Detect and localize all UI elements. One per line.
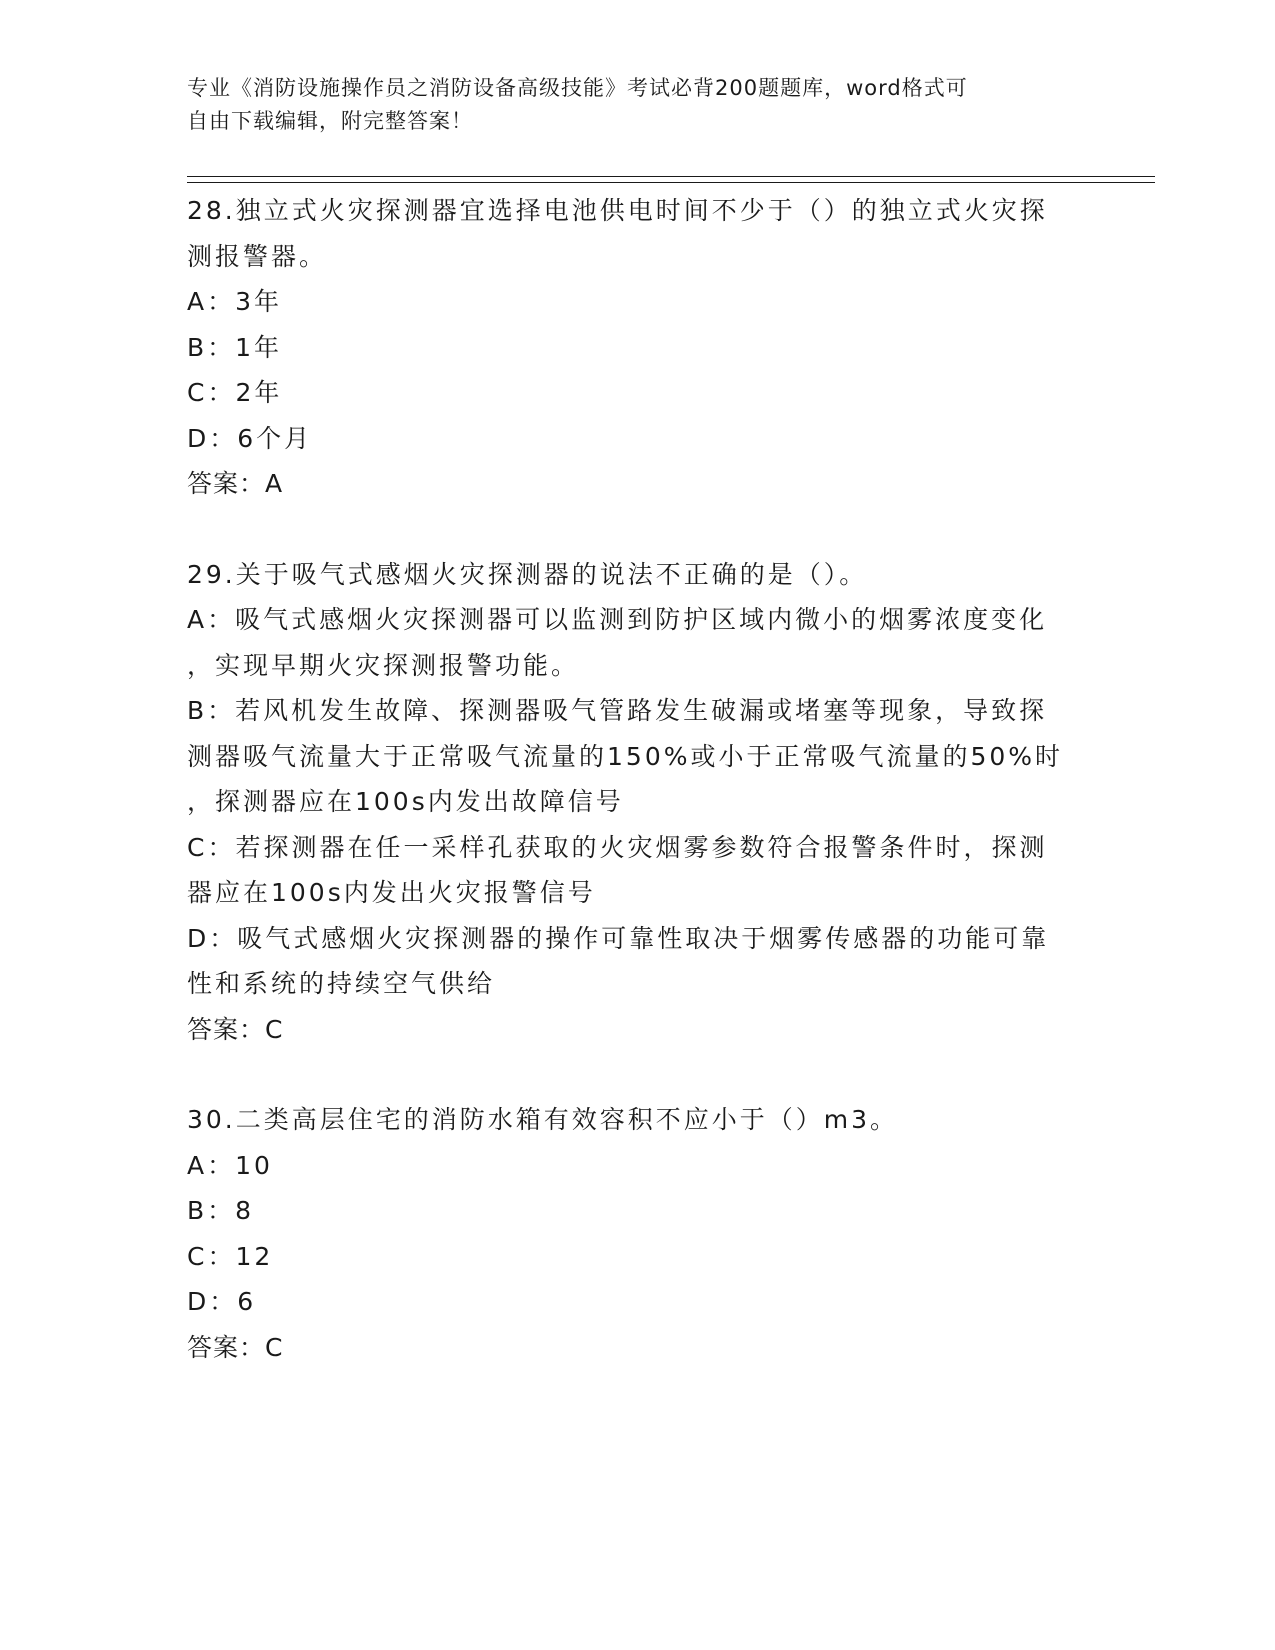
document-header	[187, 72, 1067, 138]
option-c: C：2年	[187, 378, 283, 407]
option-a: A：10	[187, 1150, 273, 1180]
header-line: 专业《消防设施操作员之消防设备高级技能》考试必背200题题库，word格式可	[187, 76, 968, 100]
option-b: B：若风机发生故障、探测器吸气管路发生破漏或堵塞等现象，导致探	[187, 696, 1048, 725]
option-d: 性和系统的持续空气供给	[187, 969, 496, 998]
header-line: 自由下载编辑，附完整答案！	[187, 109, 473, 133]
question-29	[187, 552, 1077, 1053]
question-stem: 29.关于吸气式感烟火灾探测器的说法不正确的是（）。	[187, 559, 868, 589]
header-divider	[187, 176, 1155, 177]
option-d: D：6个月	[187, 423, 313, 453]
question-stem: 测报警器。	[187, 241, 328, 271]
question-stem: 28.独立式火灾探测器宜选择电池供电时间不少于（）的独立式火灾探	[187, 196, 1048, 225]
question-list	[187, 188, 1077, 1415]
header-divider	[187, 182, 1155, 183]
option-a: A：吸气式感烟火灾探测器可以监测到防护区域内微小的烟雾浓度变化	[187, 605, 1048, 634]
question-stem: 30.二类高层住宅的消防水箱有效容积不应小于（）m3。	[187, 1105, 899, 1134]
option-d: D：6	[187, 1287, 257, 1316]
option-b: B：8	[187, 1196, 255, 1225]
option-a: A：3年	[187, 287, 283, 316]
answer-line: 答案：C	[187, 1014, 284, 1044]
answer-line: 答案：C	[187, 1332, 284, 1362]
option-a: ，实现早期火灾探测报警功能。	[187, 650, 580, 680]
option-d: D：吸气式感烟火灾探测器的操作可靠性取决于烟雾传感器的功能可靠	[187, 923, 1050, 953]
option-b: 测器吸气流量大于正常吸气流量的150%或小于正常吸气流量的50%时	[187, 741, 1064, 771]
answer-line: 答案：A	[187, 469, 284, 498]
question-30	[187, 1097, 1077, 1370]
question-28	[187, 188, 1077, 507]
option-b: ，探测器应在100s内发出故障信号	[187, 787, 624, 816]
option-c: C：若探测器在任一采样孔获取的火灾烟雾参数符合报警条件时，探测	[187, 832, 1048, 862]
option-b: B：1年	[187, 332, 283, 362]
option-c: C：12	[187, 1241, 274, 1271]
option-c: 器应在100s内发出火灾报警信号	[187, 878, 596, 907]
